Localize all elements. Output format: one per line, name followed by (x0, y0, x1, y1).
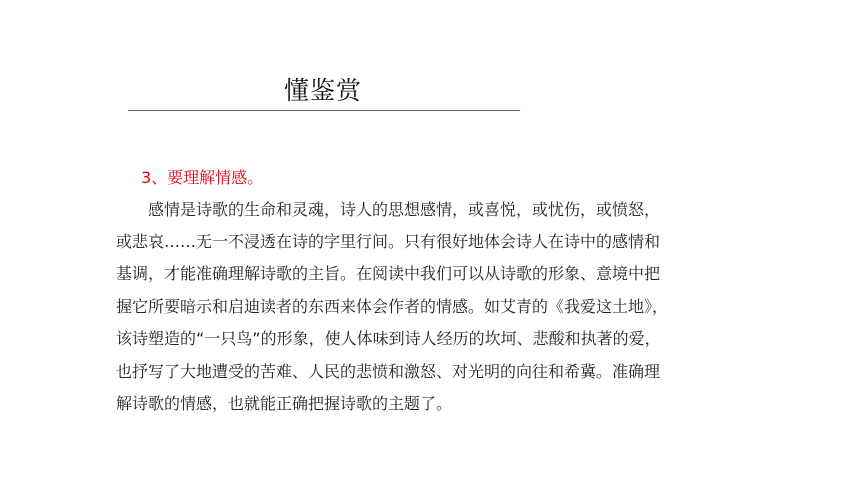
section-heading: 3、要理解情感。 (141, 168, 264, 187)
paragraph-line: 握它所要暗示和启迪读者的东西来体会作者的情感。如艾青的《我爱这土地》， (116, 297, 669, 316)
slide-title: 懂鉴赏 (284, 76, 363, 105)
paragraph-line: 基调，才能准确理解诗歌的主旨。在阅读中我们可以从诗歌的形象、意境中把 (116, 264, 661, 283)
paragraph-line: 或悲哀……无一不浸透在诗的字里行间。只有很好地体会诗人在诗中的感情和 (116, 232, 661, 251)
paragraph-line: 解诗歌的情感，也就能正确把握诗歌的主题了。 (116, 394, 453, 413)
paragraph-line: 也抒写了大地遭受的苦难、人民的悲愤和激怒、对光明的向往和希冀。准确理 (116, 362, 661, 381)
paragraph-line: 该诗塑造的“一只鸟”的形象，使人体味到诗人经历的坎坷、悲酸和执著的爱， (116, 329, 661, 348)
title-underline (128, 110, 520, 111)
paragraph-line: 感情是诗歌的生命和灵魂，诗人的思想感情，或喜悦，或忧伤，或愤怒， (148, 200, 661, 219)
